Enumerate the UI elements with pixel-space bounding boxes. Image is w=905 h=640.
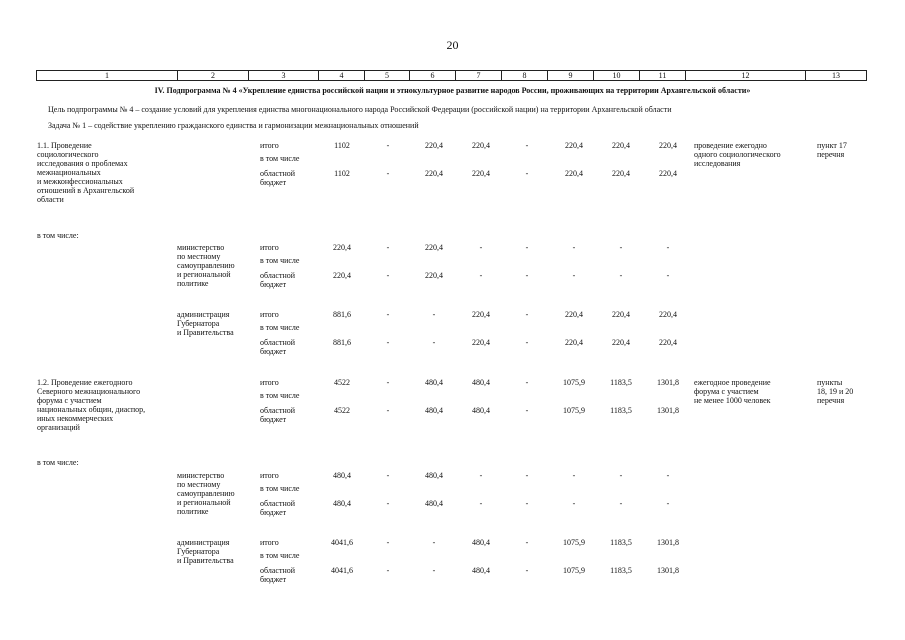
measure-2-total-value-6: 480,4 [425,378,443,387]
measure-1-regional-value-4: 1102 [334,169,350,178]
measure-2-executor-2-regional-value-11: 1301,8 [657,566,679,575]
measure-1-executor-2-total-value-10: 220,4 [612,310,630,319]
measure-2-executor-1-total-value-8: - [525,471,529,480]
page-number: 20 [446,38,459,52]
measure-2-executor-2-regional-value-8: - [525,566,529,575]
section-title: IV. Подпрограмма № 4 «Укрепление единства российской нации и этнокультурное развитие народов России, проживающих на территории Архангельской области» [154,86,751,95]
measure-1-regional-value-11: 220,4 [659,169,677,178]
measure-1-executor-1-regional-label: областной бюджет [260,271,296,289]
measure-2-regional-value-4: 4522 [334,406,350,415]
measure-1-regional-value-5: - [386,169,390,178]
measure-1-total-value-5: - [386,141,390,150]
measure-1-executor-1-regional-value-7: - [479,271,483,280]
measure-2-executor-1-total-label: итого [260,471,279,480]
measure-2-regional-value-11: 1301,8 [657,406,679,415]
measure-2-executor-1-total-value-6: 480,4 [425,471,443,480]
measure-1-executor-2-regional-value-6: - [432,338,436,347]
measure-2-executor-2-total-value-4: 4041,6 [331,538,353,547]
measure-2-regional-value-9: 1075,9 [563,406,585,415]
column-number-header [36,70,867,81]
measure-2-regional-value-8: - [525,406,529,415]
measure-2-executor-2-name: администрация Губернатора и Правительства [177,538,234,565]
measure-1-executor-2-regional-value-10: 220,4 [612,338,630,347]
measure-2-regional-value-7: 480,4 [472,406,490,415]
measure-2-executor-2-total-label: итого [260,538,279,547]
measure-2-executor-2-regional-value-7: 480,4 [472,566,490,575]
measure-1-executor-2-regional-value-5: - [386,338,390,347]
measure-1-executor-2-total-value-7: 220,4 [472,310,490,319]
measure-2-executor-1-regional-label: областной бюджет [260,499,296,517]
measure-2-executor-1-regional-value-7: - [479,499,483,508]
measure-2-in-that-label: в том числе [260,391,300,400]
measure-1-executor-2-total-value-11: 220,4 [659,310,677,319]
measure-2-executor-1-regional-value-10: - [619,499,623,508]
measure-2-total-value-7: 480,4 [472,378,490,387]
measure-2-executor-1-total-value-11: - [666,471,670,480]
measure-2-executor-1-regional-value-8: - [525,499,529,508]
measure-1-executor-1-in-that-label: в том числе [260,256,300,265]
measure-1-regional-label: областной бюджет [260,169,296,187]
measure-1-regional-value-7: 220,4 [472,169,490,178]
column-header-7: 7 [456,71,502,80]
measure-1-executor-2-total-label: итого [260,310,279,319]
column-header-11: 11 [640,71,686,80]
measure-1-executor-2-name: администрация Губернатора и Правительства [177,310,234,337]
column-header-8: 8 [502,71,548,80]
measure-2-executor-1-regional-value-4: 480,4 [333,499,351,508]
measure-2-total-value-10: 1183,5 [610,378,632,387]
measure-2-regional-value-10: 1183,5 [610,406,632,415]
measure-1-executor-1-regional-value-9: - [572,271,576,280]
measure-2-result: ежегодное проведение форума с участием не менее 1000 человек [694,378,771,405]
measure-1-executor-2-regional-value-8: - [525,338,529,347]
column-header-6: 6 [410,71,456,80]
column-header-12: 12 [686,71,806,80]
measure-1-total-value-7: 220,4 [472,141,490,150]
measure-1-total-value-10: 220,4 [612,141,630,150]
measure-1-regional-value-6: 220,4 [425,169,443,178]
measure-1-title: 1.1. Проведение социологического исследования о проблемах межнациональных и межконфессиональных отношений в Архангельской области [37,141,135,204]
measure-1-executor-1-total-value-11: - [666,243,670,252]
column-header-13: 13 [832,71,840,80]
measure-2-executor-1-in-that-label: в том числе [260,484,300,493]
measure-1-executor-2-total-value-8: - [525,310,529,319]
measure-1-executor-2-regional-value-4: 881,6 [333,338,351,347]
measure-2-executor-2-regional-label: областной бюджет [260,566,296,584]
measure-2-executor-1-regional-value-11: - [666,499,670,508]
measure-2-executor-1-total-value-7: - [479,471,483,480]
measure-1-executor-1-total-value-7: - [479,243,483,252]
measure-2-total-value-8: - [525,378,529,387]
measure-2-executor-1-total-value-4: 480,4 [333,471,351,480]
measure-1-in-that-heading: в том числе: [37,231,79,240]
measure-1-total-label: итого [260,141,279,150]
measure-1-executor-2-total-value-9: 220,4 [565,310,583,319]
measure-1-in-that-label: в том числе [260,154,300,163]
measure-2-regional-label: областной бюджет [260,406,296,424]
measure-1-executor-1-total-label: итого [260,243,279,252]
measure-1-reference: пункт 17 перечня [817,141,847,159]
measure-2-executor-2-total-value-11: 1301,8 [657,538,679,547]
measure-1-result: проведение ежегодно одного социологического исследования [694,141,781,168]
measure-1-executor-2-total-value-4: 881,6 [333,310,351,319]
measure-1-executor-1-total-value-8: - [525,243,529,252]
measure-2-executor-1-total-value-10: - [619,471,623,480]
measure-1-regional-value-9: 220,4 [565,169,583,178]
measure-1-executor-2-regional-value-11: 220,4 [659,338,677,347]
measure-1-executor-1-regional-value-6: 220,4 [425,271,443,280]
measure-2-executor-2-regional-value-6: - [432,566,436,575]
measure-2-title: 1.2. Проведение ежегодного Северного межнационального форума с участием национальных общин, диаспор, иных некоммерческих организаций [37,378,146,432]
measure-2-executor-2-total-value-9: 1075,9 [563,538,585,547]
measure-1-executor-1-regional-value-8: - [525,271,529,280]
measure-1-executor-2-regional-value-7: 220,4 [472,338,490,347]
measure-2-executor-1-regional-value-9: - [572,499,576,508]
measure-2-total-value-11: 1301,8 [657,378,679,387]
measure-2-executor-2-in-that-label: в том числе [260,551,300,560]
measure-1-executor-2-regional-label: областной бюджет [260,338,296,356]
measure-2-executor-1-total-value-9: - [572,471,576,480]
measure-2-regional-value-5: - [386,406,390,415]
subprogram-goal: Цель подпрограммы № 4 – создание условий для укрепления единства многонационального народа Российской Федерации (российской нации) на территории Архангельской области [48,105,672,114]
measure-2-total-value-9: 1075,9 [563,378,585,387]
measure-1-executor-1-regional-value-10: - [619,271,623,280]
column-header-9: 9 [548,71,594,80]
measure-2-executor-2-total-value-8: - [525,538,529,547]
column-header-4: 4 [319,71,365,80]
column-header-10: 10 [594,71,640,80]
measure-1-executor-1-total-value-5: - [386,243,390,252]
measure-2-total-value-5: - [386,378,390,387]
measure-2-total-label: итого [260,378,279,387]
measure-2-executor-2-total-value-10: 1183,5 [610,538,632,547]
column-header-5: 5 [365,71,410,80]
measure-2-executor-2-total-value-7: 480,4 [472,538,490,547]
measure-1-executor-2-regional-value-9: 220,4 [565,338,583,347]
measure-1-total-value-6: 220,4 [425,141,443,150]
measure-2-executor-2-total-value-5: - [386,538,390,547]
column-header-1: 1 [37,71,178,80]
measure-1-executor-1-total-value-9: - [572,243,576,252]
subprogram-task: Задача № 1 – содействие укреплению гражданского единства и гармонизации межнациональных отношений [48,121,419,130]
measure-1-total-value-11: 220,4 [659,141,677,150]
measure-1-executor-1-name: министерство по местному самоуправлению и региональной политике [177,243,235,288]
measure-2-executor-1-name: министерство по местному самоуправлению и региональной политике [177,471,235,516]
measure-1-total-value-8: - [525,141,529,150]
measure-2-total-value-4: 4522 [334,378,350,387]
measure-1-executor-1-total-value-10: - [619,243,623,252]
column-header-2: 2 [178,71,249,80]
measure-1-executor-2-total-value-5: - [386,310,390,319]
measure-1-total-value-4: 1102 [334,141,350,150]
column-header-3: 3 [249,71,319,80]
measure-1-executor-1-total-value-4: 220,4 [333,243,351,252]
measure-2-reference: пункты 18, 19 и 20 перечня [817,378,854,405]
measure-1-regional-value-8: - [525,169,529,178]
measure-2-executor-2-regional-value-10: 1183,5 [610,566,632,575]
measure-1-executor-1-regional-value-4: 220,4 [333,271,351,280]
measure-2-executor-1-total-value-5: - [386,471,390,480]
measure-1-executor-1-regional-value-5: - [386,271,390,280]
measure-2-executor-1-regional-value-6: 480,4 [425,499,443,508]
measure-2-regional-value-6: 480,4 [425,406,443,415]
measure-1-executor-2-total-value-6: - [432,310,436,319]
measure-2-executor-1-regional-value-5: - [386,499,390,508]
measure-1-executor-1-regional-value-11: - [666,271,670,280]
measure-2-executor-2-regional-value-4: 4041,6 [331,566,353,575]
measure-2-executor-2-regional-value-9: 1075,9 [563,566,585,575]
measure-2-in-that-heading: в том числе: [37,458,79,467]
measure-1-executor-2-in-that-label: в том числе [260,323,300,332]
measure-1-regional-value-10: 220,4 [612,169,630,178]
measure-1-total-value-9: 220,4 [565,141,583,150]
measure-2-executor-2-regional-value-5: - [386,566,390,575]
measure-2-executor-2-total-value-6: - [432,538,436,547]
measure-1-executor-1-total-value-6: 220,4 [425,243,443,252]
